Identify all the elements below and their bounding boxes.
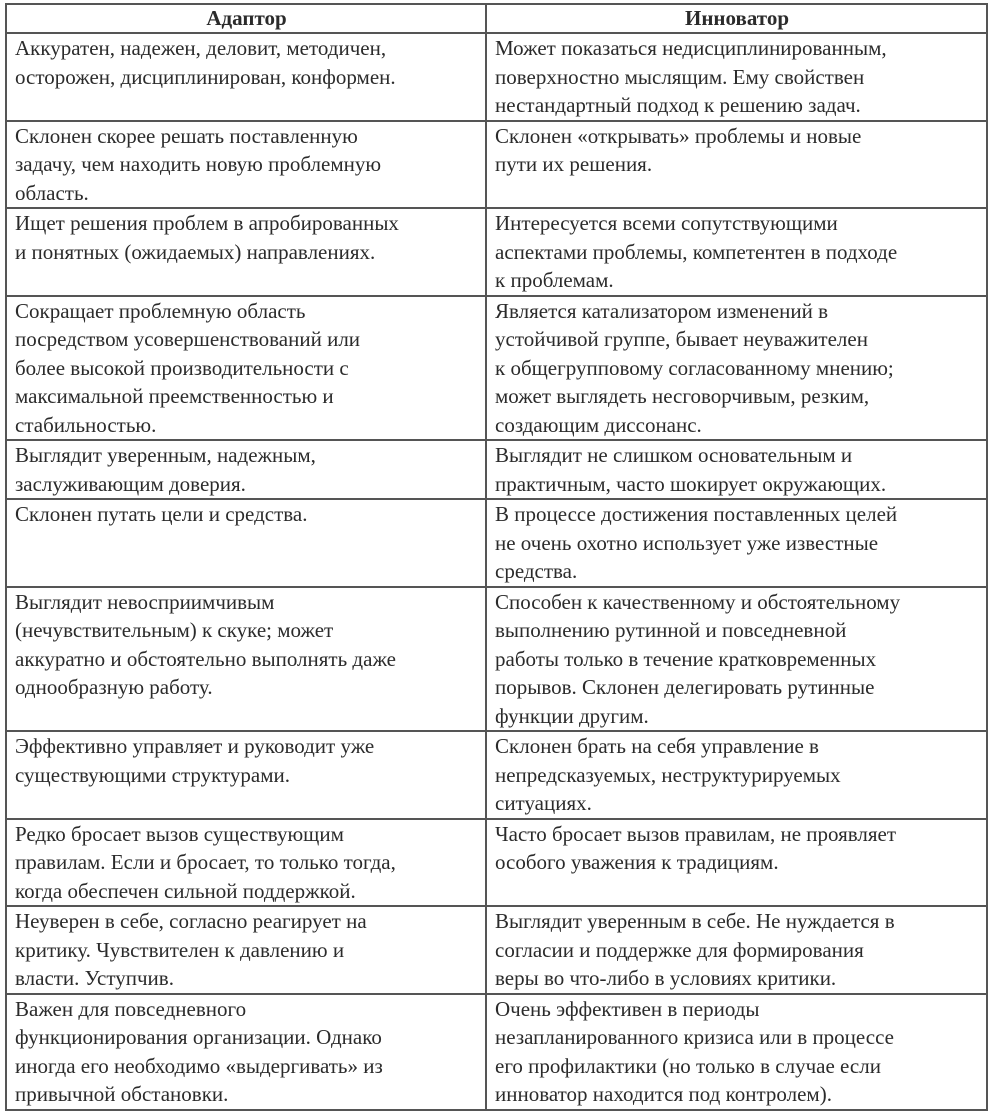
cell-text-line: выполнению рутинной и повседневной (495, 618, 847, 642)
cell-text-line: порывов. Склонен делегировать рутинные (495, 675, 875, 699)
cell-text-line: Выглядит невосприимчивым (15, 589, 275, 614)
table-row (6, 731, 987, 819)
innovator-cell (486, 587, 987, 732)
cell-text-line: Может показаться недисциплинированным, (495, 36, 887, 60)
cell-text-line: устойчивой группе, бывает неуважителен (495, 327, 868, 351)
innovator-cell (486, 440, 987, 499)
cell-text-line: привычной обстановки. (15, 1082, 229, 1106)
cell-text-line: Аккуратен, надежен, деловит, методичен, (15, 36, 387, 60)
cell-text-line: (нечувствительным) к скуке; может (15, 618, 334, 642)
cell-text-line: Склонен брать на себя управление в (495, 734, 819, 758)
adaptor-cell (6, 906, 486, 994)
cell-text-line: ситуациях. (495, 791, 592, 815)
cell-text-line: Выглядит не слишком основательным и (495, 443, 853, 467)
cell-text-line: Редко бросает вызов существующим (15, 821, 344, 846)
innovator-cell (486, 994, 987, 1110)
cell-text-line: область. (15, 180, 89, 205)
cell-text-line: поверхностно мыслящим. Ему свойствен (495, 64, 865, 89)
table-row (6, 499, 987, 587)
innovator-cell (486, 121, 987, 209)
table-body (6, 33, 987, 1110)
cell-text-line: нестандартный подход к решению задач. (495, 93, 861, 117)
cell-text-line: заслуживающим доверия. (15, 471, 246, 496)
adaptor-cell (6, 33, 486, 121)
cell-text-line: Очень эффективен в периоды (495, 996, 760, 1021)
table-row (6, 906, 987, 994)
cell-text-line: к проблемам. (495, 268, 614, 292)
cell-text-line: средства. (495, 559, 578, 583)
cell-text-line: веры во что-либо в условиях критики. (495, 966, 837, 990)
cell-text-line: особого уважения к традициям. (495, 850, 779, 874)
adaptor-cell (6, 587, 486, 732)
cell-text-line: пути их решения. (495, 152, 653, 176)
cell-text-line: Является катализатором изменений в (495, 298, 828, 323)
cell-text-line: незапланированного кризиса или в процессе (495, 1025, 894, 1049)
cell-text-line: к общегрупповому согласованному мнению; (495, 355, 894, 380)
cell-text-line: власти. Уступчив. (15, 966, 174, 990)
table-row (6, 296, 987, 441)
adaptor-cell (6, 121, 486, 209)
innovator-cell (486, 906, 987, 994)
table-row (6, 587, 987, 732)
header-innovator: Инноватор (486, 4, 987, 33)
cell-text-line: осторожен, дисциплинирован, конформен. (15, 64, 396, 89)
cell-text-line: Выглядит уверенным, надежным, (15, 443, 316, 467)
cell-text-line: максимальной преемственностью и (15, 384, 334, 408)
cell-text-line: аспектами проблемы, компетентен в подходе (495, 239, 898, 264)
innovator-cell (486, 33, 987, 121)
adaptor-cell (6, 499, 486, 587)
cell-text-line: инноватор находится под контролем). (495, 1082, 832, 1106)
cell-text-line: его профилактики (но только в случае если (495, 1053, 881, 1078)
cell-text-line: согласии и поддержке для формирования (495, 937, 864, 962)
adaptor-cell (6, 296, 486, 441)
cell-text-line: функции другим. (495, 703, 649, 728)
cell-text-line: практичным, часто шокирует окружающих. (495, 471, 887, 496)
cell-text-line: не очень охотно использует уже известные (495, 530, 879, 555)
cell-text-line: когда обеспечен сильной поддержкой. (15, 878, 356, 903)
adaptor-cell (6, 208, 486, 296)
cell-text-line: правилам. Если и бросает, то только тогда, (15, 850, 396, 874)
cell-text-line: Интересуется всеми сопутствующими (495, 211, 838, 235)
table-row (6, 121, 987, 209)
innovator-cell (486, 819, 987, 907)
cell-text-line: непредсказуемых, неструктурируемых (495, 762, 841, 787)
cell-text-line: работы только в течение кратковременных (495, 646, 877, 671)
cell-text-line: может выглядеть несговорчивым, резким, (495, 384, 870, 408)
adaptor-cell (6, 819, 486, 907)
cell-text-line: Склонен путать цели и средства. (15, 502, 308, 526)
cell-text-line: посредством усовершенствований или (15, 327, 361, 351)
cell-text-line: Способен к качественному и обстоятельному (495, 589, 901, 614)
adaptor-cell (6, 440, 486, 499)
cell-text-line: создающим диссонанс. (495, 412, 702, 437)
cell-text-line: аккуратно и обстоятельно выполнять даже (15, 646, 396, 671)
header-adaptor: Адаптор (6, 4, 486, 33)
innovator-cell (486, 499, 987, 587)
cell-text-line: Склонен скорее решать поставленную (15, 123, 358, 148)
adaptor-cell (6, 994, 486, 1110)
cell-text-line: Выглядит уверенным в себе. Не нуждается в (495, 909, 895, 933)
cell-text-line: Склонен «открывать» проблемы и новые (495, 123, 862, 148)
cell-text-line: задачу, чем находить новую проблемную (15, 152, 382, 176)
table-row (6, 208, 987, 296)
table-row (6, 819, 987, 907)
innovator-cell (486, 296, 987, 441)
table-row (6, 440, 987, 499)
cell-text-line: и понятных (ожидаемых) направлениях. (15, 239, 376, 264)
cell-text-line: однообразную работу. (15, 675, 213, 699)
cell-text-line: Ищет решения проблем в апробированных (15, 211, 399, 235)
cell-text-line: стабильностью. (15, 412, 157, 437)
cell-text-line: иногда его необходимо «выдергивать» из (15, 1053, 383, 1078)
cell-text-line: более высокой производительности с (15, 355, 349, 380)
header-row (6, 4, 987, 33)
cell-text-line: Важен для повседневного (15, 996, 247, 1021)
innovator-cell (486, 208, 987, 296)
innovator-cell (486, 731, 987, 819)
comparison-table (5, 3, 988, 1111)
cell-text-line: функционирования организации. Однако (15, 1025, 382, 1049)
adaptor-cell (6, 731, 486, 819)
cell-text-line: Сокращает проблемную область (15, 298, 306, 323)
cell-text-line: В процессе достижения поставленных целей (495, 502, 898, 526)
table-row (6, 33, 987, 121)
table-row (6, 994, 987, 1110)
cell-text-line: критику. Чувствителен к давлению и (15, 937, 345, 962)
cell-text-line: Неуверен в себе, согласно реагирует на (15, 909, 367, 933)
cell-text-line: Эффективно управляет и руководит уже (15, 734, 375, 758)
cell-text-line: существующими структурами. (15, 762, 291, 787)
cell-text-line: Часто бросает вызов правилам, не проявляет (495, 821, 897, 846)
